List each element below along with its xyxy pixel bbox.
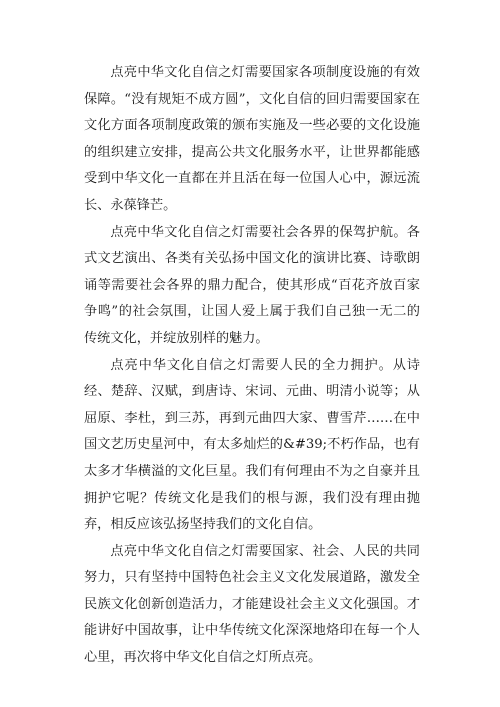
paragraph-social-support: 点亮中华文化自信之灯需要社会各界的保驾护航。各式文艺演出、各类有关弘扬中国文化的演讲比赛、诗歌朗诵等需要社会各界的鼎力配合，使其形成“百花齐放百家争鸣”的社会氛围，让国人爱上属于我们自己独一无二的传统文化，并绽放别样的魅力。 [84,224,420,346]
document-body [84,60,420,672]
paragraph-institutional-support: 点亮中华文化自信之灯需要国家各项制度设施的有效保障。“没有规矩不成方圆”，文化自信的回归需要国家在文化方面各项制度政策的颁布实施及一些必要的文化设施的组织建立安排，提高公共文化服务水平，让世界都能感受到中华文化一直都在并且活在每一位国人心中，源远流长、永葆锋芒。 [84,65,420,213]
paragraph-joint-effort: 点亮中华文化自信之灯需要国家、社会、人民的共同努力，只有坚持中国特色社会主义文化发展道路，激发全民族文化创新创造活力，才能建设社会主义文化强国。才能讲好中国故事，让中华传统文化深深地烙印在每一个人心里，再次将中华文化自信之灯所点亮。 [84,543,420,666]
paragraph-people-support: 点亮中华文化自信之灯需要人民的全力拥护。从诗经、楚辞、汉赋，到唐诗、宋词、元曲、明清小说等；从屈原、李杜，到三苏，再到元曲四大家、曹雪芹……在中国文艺历史星河中，有太多灿烂的&#39;不朽作品，也有太多才华横溢的文化巨星。我们有何理由不为之自豪并且拥护它呢？传统文化是我们的根与源，我们没有理由抛弃，相反应该弘扬坚持我们的文化自信。 [84,357,420,533]
